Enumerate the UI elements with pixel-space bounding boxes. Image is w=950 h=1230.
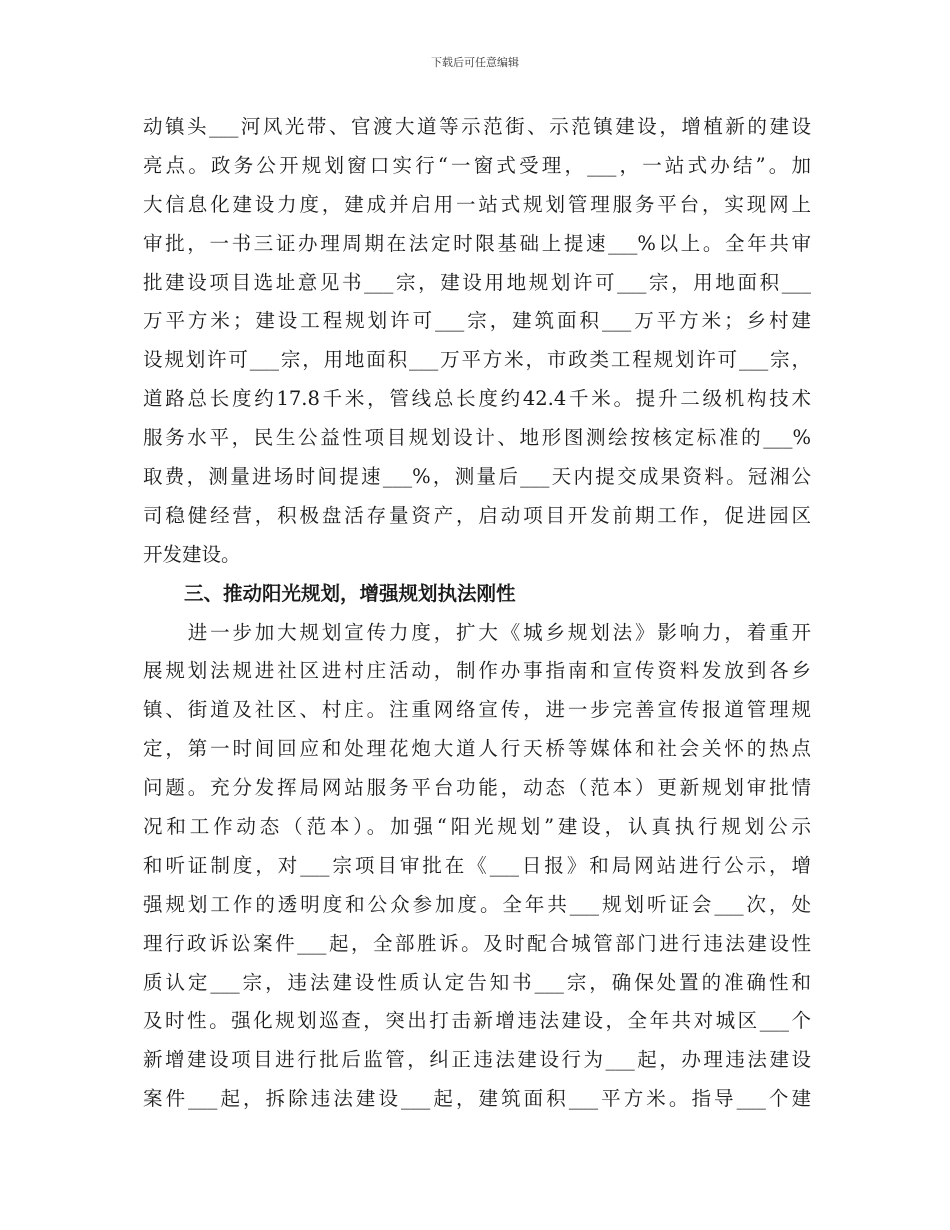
text-line: 新增建设项目进行批后监管，纠正违法建设行为___起，办理违法建设 <box>143 1048 811 1072</box>
paragraph <box>143 614 811 1120</box>
text-line: 司稳健经营，积极盘活存量资产，启动项目开发前期工作，促进园区 <box>143 503 811 527</box>
text-line: 问题。充分发挥局网站服务平台功能，动态（范本）更新规划审批情 <box>143 776 811 800</box>
text-line: 道路总长度约17.8千米，管线总长度约42.4千米。提升二级机构技术 <box>143 387 811 411</box>
text-line: 质认定___宗，违法建设性质认定告知书___宗，确保处置的准确性和 <box>143 970 811 994</box>
text-line: 进一步加大规划宣传力度，扩大《城乡规划法》影响力，着重开 <box>143 620 811 644</box>
text-line: 和听证制度，对___宗项目审批在《___日报》和局网站进行公示，增 <box>143 853 811 877</box>
text-line: 开发建设。 <box>143 542 241 566</box>
text-line: 设规划许可___宗，用地面积___万平方米，市政类工程规划许可___宗， <box>143 348 811 372</box>
text-line: 定，第一时间回应和处理花炮大道人行天桥等媒体和社会关怀的热点 <box>143 737 811 761</box>
text-line: 服务水平，民生公益性项目规划设计、地形图测绘按核定标准的___% <box>143 426 811 450</box>
text-line: 万平方米；建设工程规划许可___宗，建筑面积___万平方米；乡村建 <box>143 309 811 333</box>
text-line: 批建设项目选址意见书___宗，建设用地规划许可___宗，用地面积___ <box>143 270 811 294</box>
document-body <box>143 108 811 1119</box>
text-line: 审批，一书三证办理周期在法定时限基础上提速___%以上。全年共审 <box>143 231 811 255</box>
text-line: 取费，测量进场时间提速___%，测量后___天内提交成果资料。冠湘公 <box>143 465 811 489</box>
text-line: 及时性。强化规划巡查，突出打击新增违法建设，全年共对城区___个 <box>143 1009 811 1033</box>
text-line: 展规划法规进社区进村庄活动，制作办事指南和宣传资料发放到各乡 <box>143 659 811 683</box>
text-line: 理行政诉讼案件___起，全部胜诉。及时配合城管部门进行违法建设性 <box>143 931 811 955</box>
text-line: 大信息化建设力度，建成并启用一站式规划管理服务平台，实现网上 <box>143 192 811 216</box>
text-line: 案件___起，拆除违法建设___起，建筑面积___平方米。指导___个建 <box>143 1087 811 1111</box>
text-line: 动镇头___河风光带、官渡大道等示范街、示范镇建设，增植新的建设 <box>143 115 811 138</box>
section-heading: 三、推动阳光规划，增强规划执法刚性 <box>184 581 516 605</box>
text-line: 亮点。政务公开规划窗口实行“一窗式受理，___，一站式办结”。加 <box>143 153 811 177</box>
text-line: 强规划工作的透明度和公众参加度。全年共___规划听证会___次，处 <box>143 892 811 916</box>
text-line: 况和工作动态（范本）。加强“阳光规划”建设，认真执行规划公示 <box>143 815 811 839</box>
text-line: 镇、街道及社区、村庄。注重网络宣传，进一步完善宣传报道管理规 <box>143 698 811 722</box>
page-header: 下载后可任意编辑 <box>431 56 519 69</box>
paragraph <box>143 108 811 575</box>
